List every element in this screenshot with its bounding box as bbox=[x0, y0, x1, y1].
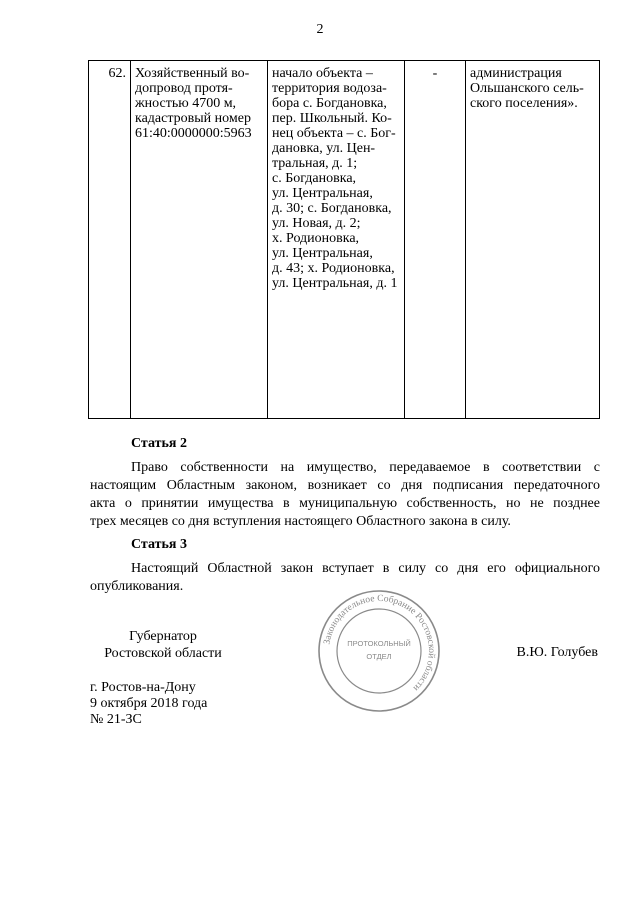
row-number: 62. bbox=[89, 61, 131, 419]
signatory-title bbox=[88, 628, 238, 662]
page-number: 2 bbox=[316, 22, 324, 37]
text-line: бора с. Богдановка, bbox=[272, 96, 387, 111]
seal-inner-text-1: ПРОТОКОЛЬНЫЙ bbox=[347, 639, 411, 648]
city: г. Ростов-на-Дону bbox=[90, 680, 196, 695]
text-line: ул. Центральная, д. 1 bbox=[272, 276, 398, 291]
article-3-heading: Статья 3 bbox=[131, 537, 187, 552]
signatory-region: Ростовской области bbox=[104, 646, 222, 661]
text-line: ул. Центральная, bbox=[272, 246, 373, 261]
text-line: администрация bbox=[470, 66, 562, 81]
text-line: жностью 4700 м, bbox=[135, 96, 237, 111]
seal-inner-ring bbox=[337, 609, 421, 693]
text-line: допровод протя- bbox=[135, 81, 233, 96]
document-footer bbox=[90, 680, 207, 728]
text-line: начало объекта – bbox=[272, 66, 373, 81]
text-line: опубликования. bbox=[90, 579, 184, 594]
text-line: 61:40:0000000:5963 bbox=[135, 126, 252, 141]
text-line: ул. Новая, д. 2; bbox=[272, 216, 361, 231]
law-number: № 21-ЗС bbox=[90, 712, 142, 727]
property-table bbox=[88, 60, 600, 419]
table-row bbox=[89, 61, 600, 419]
article-2-heading: Статья 2 bbox=[131, 436, 187, 451]
text-line: ул. Центральная, bbox=[272, 186, 373, 201]
empty-value-dash: - bbox=[405, 61, 466, 419]
text-line: кадастровый номер bbox=[135, 111, 251, 126]
text-line: тральная, д. 1; bbox=[272, 156, 358, 171]
recipient-organization bbox=[466, 61, 600, 419]
date: 9 октября 2018 года bbox=[90, 696, 208, 711]
text-line: территория водоза- bbox=[272, 81, 387, 96]
text-line: нец объекта – с. Бог- bbox=[272, 126, 396, 141]
signatory-name: В.Ю. Голубев bbox=[516, 645, 598, 660]
text-line: ского поселения». bbox=[470, 96, 578, 111]
text-line: трех месяцев со дня вступления настоящего Областного закона в силу. bbox=[90, 514, 511, 529]
text-line: д. 30; с. Богдановка, bbox=[272, 201, 392, 216]
text-line: с. Богдановка, bbox=[272, 171, 357, 186]
article-2-text bbox=[90, 459, 600, 531]
text-line: Ольшанского сель- bbox=[470, 81, 584, 96]
text-line: дановка, ул. Цен- bbox=[272, 141, 376, 156]
object-location bbox=[268, 61, 405, 419]
text-line: Право собственности на имущество, передаваемое в соответствии с bbox=[131, 460, 600, 475]
text-line: Хозяйственный во- bbox=[135, 66, 250, 81]
text-line: д. 43; х. Родионовка, bbox=[272, 261, 395, 276]
seal-outer-text: Законодательное Собрание Ростовской области bbox=[322, 593, 437, 693]
text-line: пер. Школьный. Ко- bbox=[272, 111, 392, 126]
text-line: х. Родионовка, bbox=[272, 231, 360, 246]
official-seal-stamp bbox=[316, 588, 442, 714]
text-line: акта о принятии имущества в муниципальную собственность, но не позднее bbox=[90, 496, 600, 511]
text-line: Настоящий Областной закон вступает в силу со дня его официального bbox=[131, 561, 600, 576]
seal-inner-text-2: ОТДЕЛ bbox=[366, 652, 392, 661]
text-line: настоящим Областным законом, возникает со дня подписания передаточного bbox=[90, 478, 600, 493]
signatory-position: Губернатор bbox=[129, 629, 197, 644]
object-name bbox=[131, 61, 268, 419]
